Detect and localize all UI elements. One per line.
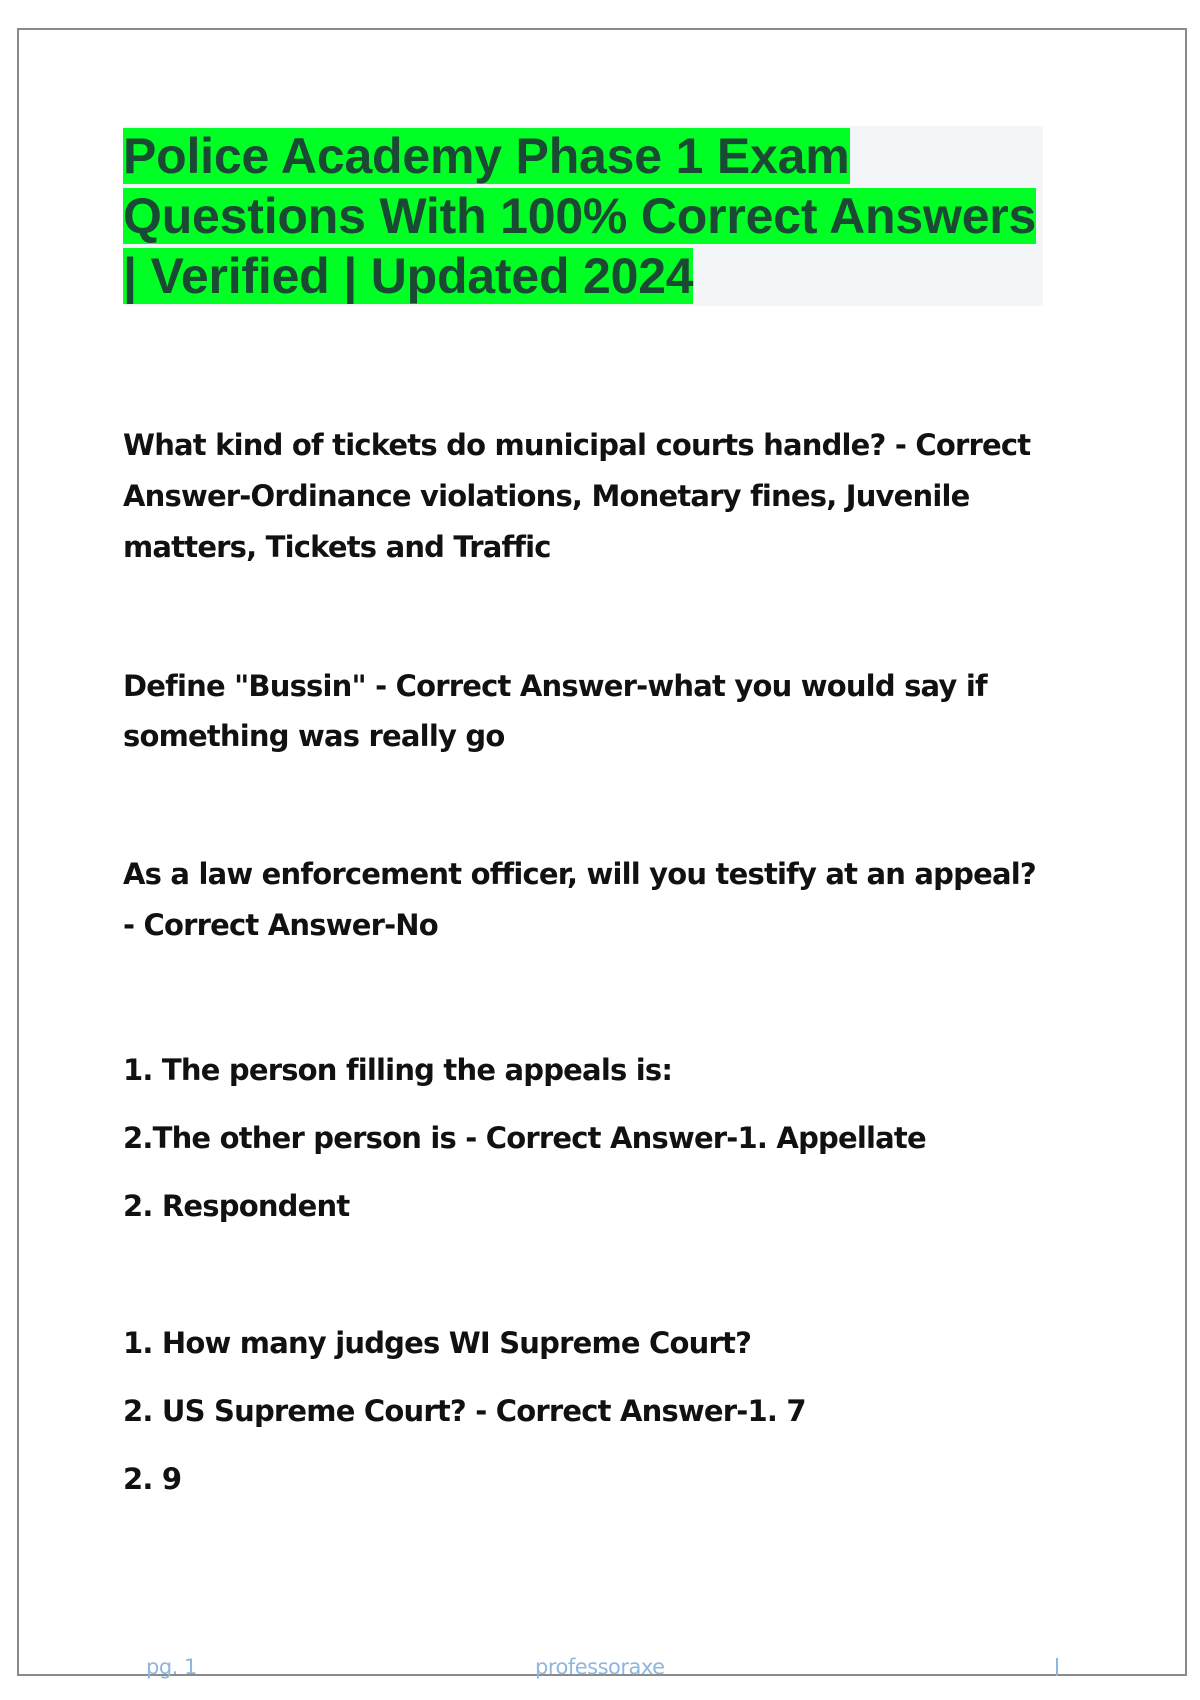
qa-item-5 [123, 1309, 1043, 1513]
qa-item-2 [123, 661, 1043, 761]
qa-line: As a law enforcement officer, will you testify at an appeal? - Correct Answer-No [123, 857, 1036, 942]
title-highlight: Police Academy Phase 1 Exam Questions With 100% Correct Answers | Verified | Updated 2024 [123, 128, 1037, 304]
footer-page-number: pg. 1 [146, 1655, 197, 1679]
title-block [123, 126, 1043, 306]
qa-line: Define "Bussin" - Correct Answer-what you would say if something was really go [123, 669, 987, 753]
qa-line: 1. How many judges WI Supreme Court? [123, 1326, 752, 1360]
footer-brand: professoraxe [535, 1655, 665, 1679]
document-title [123, 126, 1043, 306]
qa-line: 2. US Supreme Court? - Correct Answer-1. 7 [123, 1394, 806, 1428]
qa-line: 1. The person filling the appeals is: [123, 1053, 673, 1087]
qa-line: 2. 9 [123, 1462, 182, 1496]
qa-item-4 [123, 1036, 1043, 1240]
qa-line: 2.The other person is - Correct Answer-1. Appellate [123, 1121, 926, 1155]
qa-item-3 [123, 849, 1043, 951]
qa-line: 2. Respondent [123, 1189, 350, 1223]
qa-item-1 [123, 420, 1043, 573]
qa-line: What kind of tickets do municipal courts handle? - Correct Answer-Ordinance violations, Monetary fines, Juvenile matters, Tickets and Traffic [123, 428, 1031, 564]
footer-divider [1056, 1658, 1058, 1676]
